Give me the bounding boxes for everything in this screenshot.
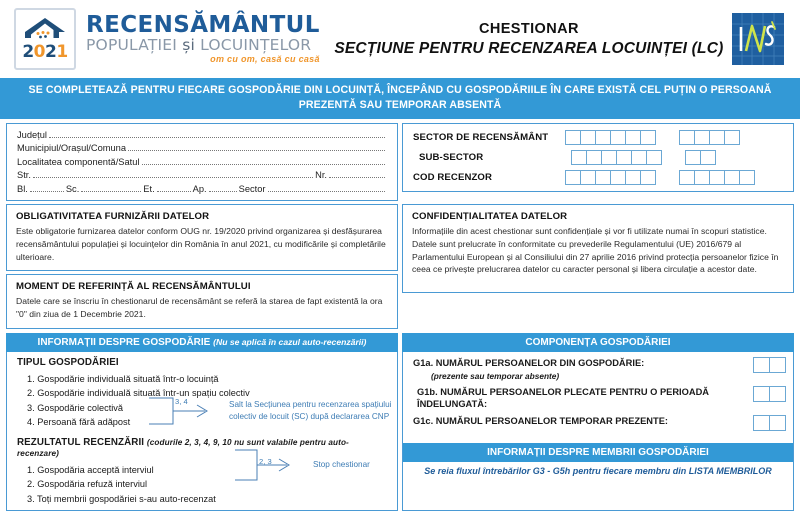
code-row-cod-recenzor	[413, 170, 785, 185]
section-banner-household-info	[6, 333, 398, 352]
g1c-row	[413, 415, 785, 431]
identification-row	[0, 123, 800, 204]
g1-fields	[403, 352, 793, 439]
cod-recenzor-boxes-primary[interactable]	[565, 170, 655, 185]
code-box[interactable]	[694, 170, 710, 185]
code-box[interactable]	[616, 150, 632, 165]
address-row-localitate[interactable]	[17, 157, 387, 167]
household-type-skip-text	[229, 399, 392, 423]
census-result-title-main: REZULTATUL RECENZĂRII	[17, 437, 145, 449]
section-banner-household-info-label: INFORMAȚII DESPRE GOSPODĂRIE	[37, 337, 211, 349]
label-numar: Nr.	[315, 170, 327, 181]
section-banner-members: INFORMAȚII DESPRE MEMBRII GOSPODĂRIEI	[403, 443, 793, 462]
household-type-skip-codes: 3, 4	[175, 397, 188, 407]
wordmark-line2	[86, 35, 320, 54]
census-result-option[interactable]: 3. Toți membrii gospodăriei s-au auto-recenzat	[27, 493, 216, 504]
form-body	[0, 352, 800, 511]
label-etaj: Et.	[143, 183, 155, 194]
moment-referinta-body: Datele care se înscriu în chestionarul de recensământ se referă la starea de fapt existentă la ora "0" din ziua de 1 Decembrie 2021.	[16, 296, 383, 320]
top-instruction-banner: SE COMPLETEAZĂ PENTRU FIECARE GOSPODĂRIE DIN LOCUINȚĂ, ÎNCEPÂND CU GOSPODĂRIILE ÎN CARE EXISTĂ CEL PUȚIN O PERSOANĂ PREZENTĂ SAU TEMPORAR ABSENTĂ	[0, 78, 800, 119]
sub-sector-boxes-secondary[interactable]	[685, 150, 715, 165]
confidentialitate-panel	[402, 204, 794, 293]
code-box[interactable]	[694, 130, 710, 145]
code-box[interactable]	[610, 130, 626, 145]
g1-box[interactable]	[769, 415, 786, 431]
legal-info-row	[0, 204, 800, 332]
census-result-block	[7, 431, 397, 510]
input-scara[interactable]	[81, 190, 141, 192]
ins-institute-logo	[732, 13, 784, 65]
section-banner-household-info-note: (Nu se aplică în cazul auto-recenzării)	[213, 337, 367, 348]
code-box[interactable]	[595, 170, 611, 185]
census-wordmark	[86, 11, 320, 65]
household-type-block	[7, 352, 397, 431]
label-sector-recensamant: SECTOR DE RECENSĂMÂNT	[413, 131, 549, 143]
census-result-stop-annotation	[233, 447, 370, 483]
label-judet: Județul	[17, 129, 47, 140]
page-header	[0, 0, 800, 78]
wordmark-line1: RECENSĂMÂNTUL	[86, 11, 320, 38]
household-type-option[interactable]: 1. Gospodărie individuală situată într-o locuință	[27, 374, 219, 385]
logo-year-digit-1: 1	[56, 42, 68, 62]
input-apartament[interactable]	[209, 190, 237, 192]
g1c-label: G1c. NUMĂRUL PERSOANELOR TEMPORAR PREZENTE:	[413, 416, 668, 426]
moment-referinta-panel	[6, 274, 398, 329]
address-row-municipiu[interactable]	[17, 143, 387, 153]
house-roof-icon	[23, 17, 67, 43]
obligativitate-panel	[6, 204, 398, 272]
input-municipiu[interactable]	[128, 149, 385, 151]
code-box[interactable]	[595, 130, 611, 145]
g1a-label-wrap	[413, 357, 753, 382]
label-sector: Sector	[238, 183, 266, 194]
code-box[interactable]	[601, 150, 617, 165]
code-box[interactable]	[646, 150, 662, 165]
code-box[interactable]	[625, 170, 641, 185]
household-info-column	[6, 352, 398, 511]
g1-box[interactable]	[769, 386, 786, 402]
label-cod-recenzor: COD RECENZOR	[413, 171, 493, 183]
section-banner-row	[0, 333, 800, 352]
address-row-strada[interactable]	[17, 170, 387, 180]
legal-left-column	[6, 204, 398, 332]
code-box[interactable]	[640, 130, 656, 145]
g1-box[interactable]	[769, 357, 786, 373]
g1c-boxes[interactable]	[753, 415, 785, 431]
confidentialitate-body: Informațiile din acest chestionar sunt confidențiale și vor fi utilizate numai în scopuri statistice. Datele sunt prelucrate în conformitate cu prevederile Regulamentului (UE) 2016/679 al Parlamentului European și al Consiliului din 27 aprilie 2016 privind protecția persoanelor fizice în ceea ce privește prelucrarea datelor cu caracter personal și libera circulație a acestor date.	[412, 225, 779, 275]
g1b-boxes[interactable]	[753, 386, 785, 402]
census-result-stop-codes: 2, 3	[259, 457, 272, 467]
wordmark-locuintelor: LOCUINȚELOR	[200, 35, 312, 54]
cod-recenzor-boxes-secondary[interactable]	[679, 170, 754, 185]
code-box[interactable]	[571, 150, 587, 165]
code-box[interactable]	[580, 130, 596, 145]
census-result-stop-text: Stop chestionar	[313, 460, 370, 470]
label-sub-sector: SUB-SECTOR	[419, 151, 484, 163]
members-flow-note: Se reia fluxul întrebărilor G3 - G5h pentru fiecare membru din LISTA MEMBRILOR	[424, 466, 772, 476]
section-banner-household-composition: COMPONENȚA GOSPODĂRIEI	[402, 333, 794, 352]
sector-recensamant-boxes-secondary[interactable]	[679, 130, 739, 145]
g1b-row	[413, 386, 785, 411]
household-composition-column	[402, 352, 794, 511]
g1-box[interactable]	[753, 386, 770, 402]
input-numar[interactable]	[329, 176, 385, 178]
label-localitate: Localitatea componentă/Satul	[17, 156, 140, 167]
code-box[interactable]	[610, 170, 626, 185]
skip-text-line2: colectiv de locuit (SC) după declararea CNP	[229, 412, 390, 422]
census-result-option[interactable]: 2. Gospodăria refuză interviul	[27, 479, 148, 490]
code-box[interactable]	[724, 130, 740, 145]
census-result-option[interactable]: 1. Gospodăria acceptă interviul	[27, 465, 154, 476]
skip-text-line1: Salt la Secțiunea pentru recenzarea spațiului	[229, 400, 392, 410]
address-row-judet[interactable]	[17, 130, 387, 140]
wordmark-tagline: om cu om, casă cu casă	[210, 54, 320, 65]
address-fields	[7, 124, 397, 200]
census-logo	[14, 8, 76, 70]
moment-referinta-title: MOMENT DE REFERINȚĂ AL RECENSĂMÂNTULUI	[16, 281, 251, 293]
obligativitate-body: Este obligatorie furnizarea datelor conform OUG nr. 19/2020 privind organizarea și desfășurarea recensământului populației și locuințelor din România în anul 2021, cu modificările și completările ulterioare.	[16, 225, 386, 262]
logo-year-digit-2: 2	[22, 42, 34, 62]
address-row-bloc[interactable]	[17, 184, 387, 194]
code-box[interactable]	[640, 170, 656, 185]
code-row-sub-sector	[413, 150, 785, 165]
input-sector[interactable]	[268, 190, 385, 192]
code-box[interactable]	[580, 170, 596, 185]
logo-year	[22, 44, 67, 61]
household-type-title: TIPUL GOSPODĂRIEI	[17, 357, 119, 369]
section-banner-left-wrap	[6, 333, 398, 352]
code-box[interactable]	[565, 170, 581, 185]
logo-year-digit-0: 0	[33, 42, 45, 62]
address-column	[6, 123, 398, 204]
g1a-row	[413, 357, 785, 382]
input-etaj[interactable]	[157, 190, 191, 192]
input-localitate[interactable]	[142, 163, 386, 165]
label-scara: Sc.	[65, 183, 80, 194]
household-type-option[interactable]: 4. Persoană fără adăpost	[27, 416, 131, 427]
title-chestionar: CHESTIONAR	[478, 20, 579, 37]
label-bloc: Bl.	[17, 183, 28, 194]
code-box[interactable]	[709, 130, 725, 145]
census-result-title-note: (codurile 2, 3, 4, 9, 10 nu sunt valabile pentru auto-recenzare)	[17, 438, 349, 459]
code-box[interactable]	[685, 150, 701, 165]
g1-box[interactable]	[753, 357, 770, 373]
input-bloc[interactable]	[30, 190, 64, 192]
g1b-label-wrap	[413, 386, 753, 411]
g1-box[interactable]	[753, 415, 770, 431]
wordmark-si: și	[182, 35, 195, 54]
codes-column	[402, 123, 794, 204]
g1c-label-wrap	[413, 415, 753, 428]
codes-panel	[402, 123, 794, 192]
logo-year-digit-2b: 2	[45, 42, 57, 62]
label-strada: Str.	[17, 170, 31, 181]
g1a-boxes[interactable]	[753, 357, 785, 373]
address-panel	[6, 123, 398, 201]
household-type-option[interactable]: 3. Gospodărie colectivă	[27, 402, 124, 413]
sector-recensamant-boxes-primary[interactable]	[565, 130, 655, 145]
input-strada[interactable]	[33, 176, 313, 178]
code-box[interactable]	[631, 150, 647, 165]
code-box[interactable]	[679, 170, 695, 185]
household-type-option[interactable]: 2. Gospodărie individuală situată într-un spațiu colectiv	[27, 388, 250, 399]
code-box[interactable]	[739, 170, 755, 185]
code-box[interactable]	[700, 150, 716, 165]
g1a-label: G1a. NUMĂRUL PERSOANELOR DIN GOSPODĂRIE:	[413, 358, 645, 369]
confidentialitate-title: CONFIDENȚIALITATEA DATELOR	[412, 210, 568, 222]
input-judet[interactable]	[49, 136, 385, 138]
g1a-sublabel: (prezente sau temporar absente)	[431, 370, 560, 381]
legal-right-column	[402, 204, 794, 332]
code-row-sector-recensamant	[413, 130, 785, 145]
label-apartament: Ap.	[192, 183, 207, 194]
title-section: SECȚIUNE PENTRU RECENZAREA LOCUINȚEI (LC)	[334, 39, 724, 57]
wordmark-populatiei: POPULAȚIEI	[86, 35, 178, 54]
sub-sector-boxes-primary[interactable]	[571, 150, 661, 165]
obligativitate-title: OBLIGATIVITATEA FURNIZĂRII DATELOR	[16, 210, 210, 222]
section-banner-right-wrap	[402, 333, 794, 352]
code-fields	[403, 124, 793, 191]
code-box[interactable]	[724, 170, 740, 185]
label-municipiu: Municipiul/Orașul/Comuna	[17, 143, 127, 154]
code-box[interactable]	[565, 130, 581, 145]
page-title	[320, 21, 732, 58]
code-box[interactable]	[586, 150, 602, 165]
code-box[interactable]	[679, 130, 695, 145]
code-box[interactable]	[625, 130, 641, 145]
code-box[interactable]	[709, 170, 725, 185]
g1b-label: G1b. NUMĂRUL PERSOANELOR PLECATE PENTRU O PERIOADĂ ÎNDELUNGATĂ:	[417, 386, 710, 410]
